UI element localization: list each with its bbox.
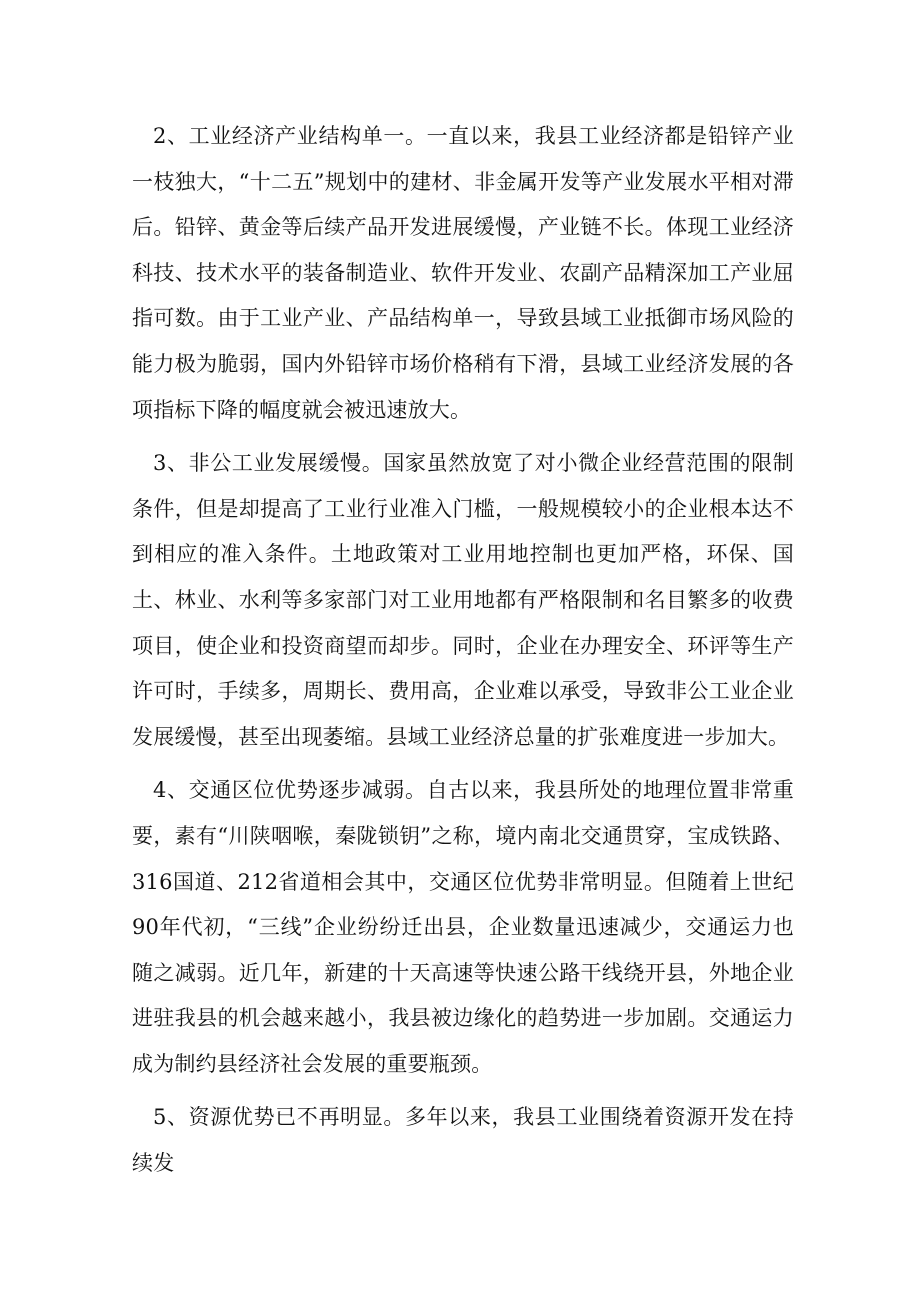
paragraph-transport-advantage: 4、交通区位优势逐步减弱。自古以来，我县所处的地理位置非常重要，素有“川陕咽喉，秦陇锁钥”之称，境内南北交通贯穿，宝成铁路、316国道、212省道相会其中，交通区位优势非常明显。但随着上世纪90年代初，“三线”企业纷纷迁出县，企业数量迅速减少，交通运力也随之减弱。近几年，新建的十天高速等快速公路干线绕开县，外地企业进驻我县的机会越来越小，我县被边缘化的趋势进一步加剧。交通运力成为制约县经济社会发展的重要瓶颈。: [132, 778, 794, 1076]
paragraph-resource-advantage: 5、资源优势已不再明显。多年以来，我县工业围绕着资源开发在持续发: [132, 1105, 794, 1176]
paragraph-industrial-structure: 2、工业经济产业结构单一。一直以来，我县工业经济都是铅锌产业一枝独大，“十二五”规划中的建材、非金属开发等产业发展水平相对滞后。铅锌、黄金等后续产品开发进展缓慢，产业链不长。体现工业经济科技、技术水平的装备制造业、软件开发业、农副产品精深加工产业屈指可数。由于工业产业、产品结构单一，导致县域工业抵御市场风险的能力极为脆弱，国内外铅锌市场价格稍有下滑，县域工业经济发展的各项指标下降的幅度就会被迅速放大。: [132, 124, 794, 422]
paragraph-non-public-industry: 3、非公工业发展缓慢。国家虽然放宽了对小微企业经营范围的限制条件，但是却提高了工业行业准入门槛，一般规模较小的企业根本达不到相应的准入条件。土地政策对工业用地控制也更加严格，环保、国土、林业、水利等多家部门对工业用地都有严格限制和名目繁多的收费项目，使企业和投资商望而却步。同时，企业在办理安全、环评等生产许可时，手续多，周期长、费用高，企业难以承受，导致非公工业企业发展缓慢，甚至出现萎缩。县域工业经济总量的扩张难度进一步加大。: [132, 451, 794, 749]
document-body: [132, 114, 794, 1195]
